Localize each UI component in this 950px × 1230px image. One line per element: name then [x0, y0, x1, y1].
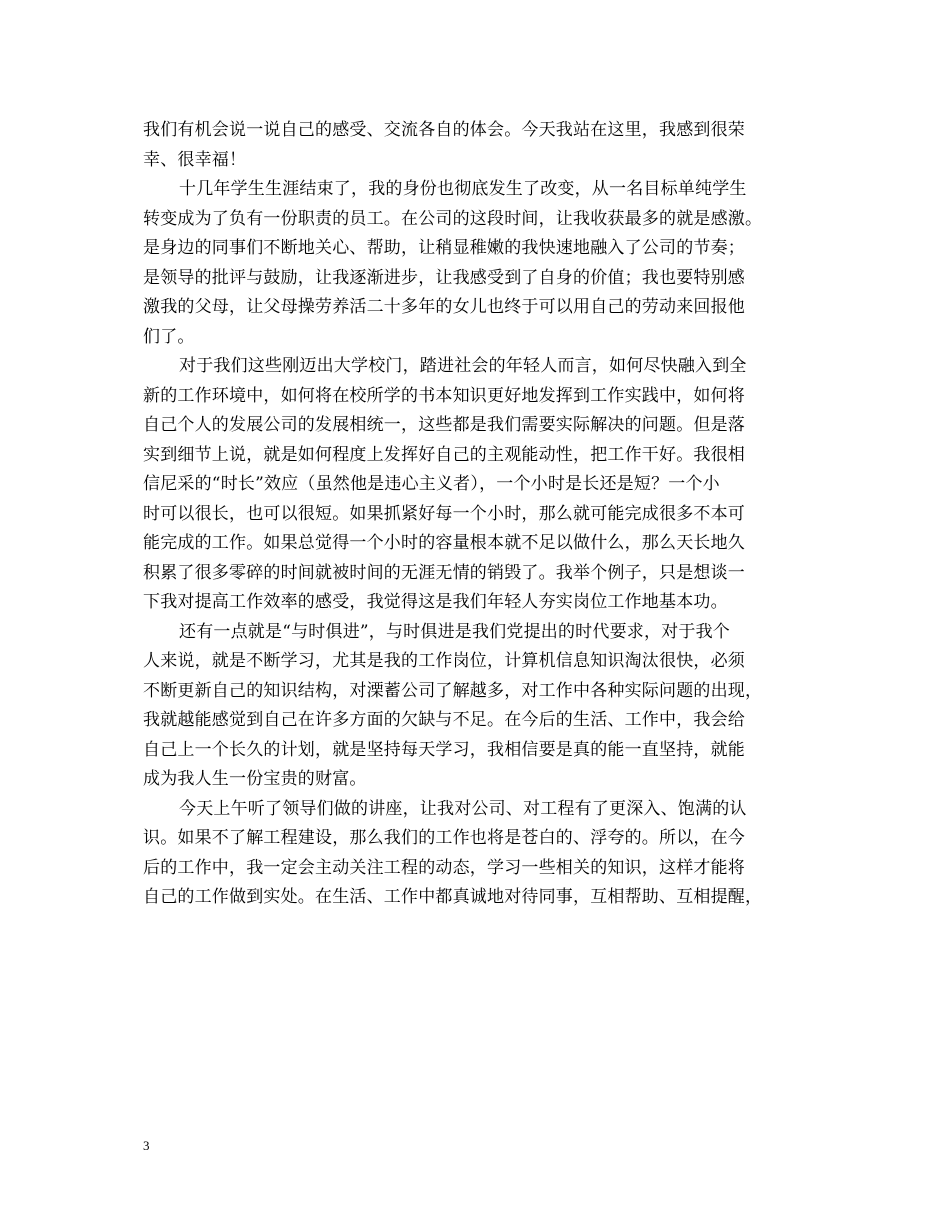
text-line: 识。如果不了解工程建设，那么我们的工作也将是苍白的、浮夸的。所以，在今: [143, 828, 745, 848]
text-line: 今天上午听了领导们做的讲座，让我对公司、对工程有了更深入、饱满的认: [179, 798, 747, 819]
text-line: 自己个人的发展公司的发展相统一，这些都是我们需要实际解决的问题。但是落: [143, 415, 745, 435]
text-line: 实到细节上说，就是如何程度上发挥好自己的主观能动性，把工作干好。我很相: [143, 444, 745, 465]
text-line: 时可以很长，也可以很短。如果抓紧好每一个小时，那么就可能完成很多不本可: [143, 503, 745, 524]
text-line: 十几年学生生涯结束了，我的身份也彻底发生了改变，从一名目标单纯学生: [179, 179, 747, 199]
text-line: 自己的工作做到实处。在生活、工作中都真诚地对待同事，互相帮助、互相提醒，: [143, 887, 763, 907]
text-line: 不断更新自己的知识结构，对溧蓄公司了解越多，对工作中各种实际问题的出现，: [143, 680, 763, 701]
text-line: 积累了很多零碎的时间就被时间的无涯无情的销毁了。我举个例子，只是想谈一: [143, 562, 745, 583]
text-line: 是身边的同事们不断地关心、帮助，让稍显稚嫩的我快速地融入了公司的节奏；: [143, 238, 745, 258]
text-line: 成为我人生一份宝贵的财富。: [143, 769, 367, 789]
page-number: 3: [143, 1138, 150, 1153]
text-line: 我们有机会说一说自己的感受、交流各自的体会。今天我站在这里，我感到很荣: [143, 120, 745, 140]
text-line: 后的工作中，我一定会主动关注工程的动态，学习一些相关的知识，这样才能将: [143, 857, 745, 878]
text-line: 我就越能感觉到自己在许多方面的欠缺与不足。在今后的生活、工作中，我会给: [143, 710, 745, 730]
text-line: 人来说，就是不断学习，尤其是我的工作岗位，计算机信息知识淘汰很快，必须: [143, 651, 745, 671]
body-text: [143, 116, 808, 913]
text-line: 是领导的批评与鼓励，让我逐渐进步，让我感受到了自身的价值；我也要特别感: [143, 267, 745, 288]
text-line: 新的工作环境中，如何将在校所学的书本知识更好地发挥到工作实践中，如何将: [143, 385, 745, 406]
text-line: 还有一点就是“与时俱进”，与时俱进是我们党提出的时代要求，对于我个: [179, 621, 730, 642]
text-line: 激我的父母，让父母操劳养活二十多年的女儿也终于可以用自己的劳动来回报他: [143, 297, 745, 317]
text-line: 们了。: [143, 326, 195, 347]
text-line: 对于我们这些刚迈出大学校门，踏进社会的年轻人而言，如何尽快融入到全: [179, 356, 747, 376]
text-line: 幸、很幸福！: [143, 149, 247, 170]
text-line: 下我对提高工作效率的感受，我觉得这是我们年轻人夯实岗位工作地基本功。: [143, 592, 728, 612]
text-line: 能完成的工作。如果总觉得一个小时的容量根本就不足以做什么，那么天长地久: [143, 533, 745, 553]
text-line: 信尼采的“时长”效应（虽然他是违心主义者），一个小时是长还是短？一个小: [143, 474, 720, 494]
text-line: 自己上一个长久的计划，就是坚持每天学习，我相信要是真的能一直坚持，就能: [143, 739, 745, 760]
text-line: 转变成为了负有一份职责的员工。在公司的这段时间，让我收获最多的就是感激。: [143, 208, 763, 229]
